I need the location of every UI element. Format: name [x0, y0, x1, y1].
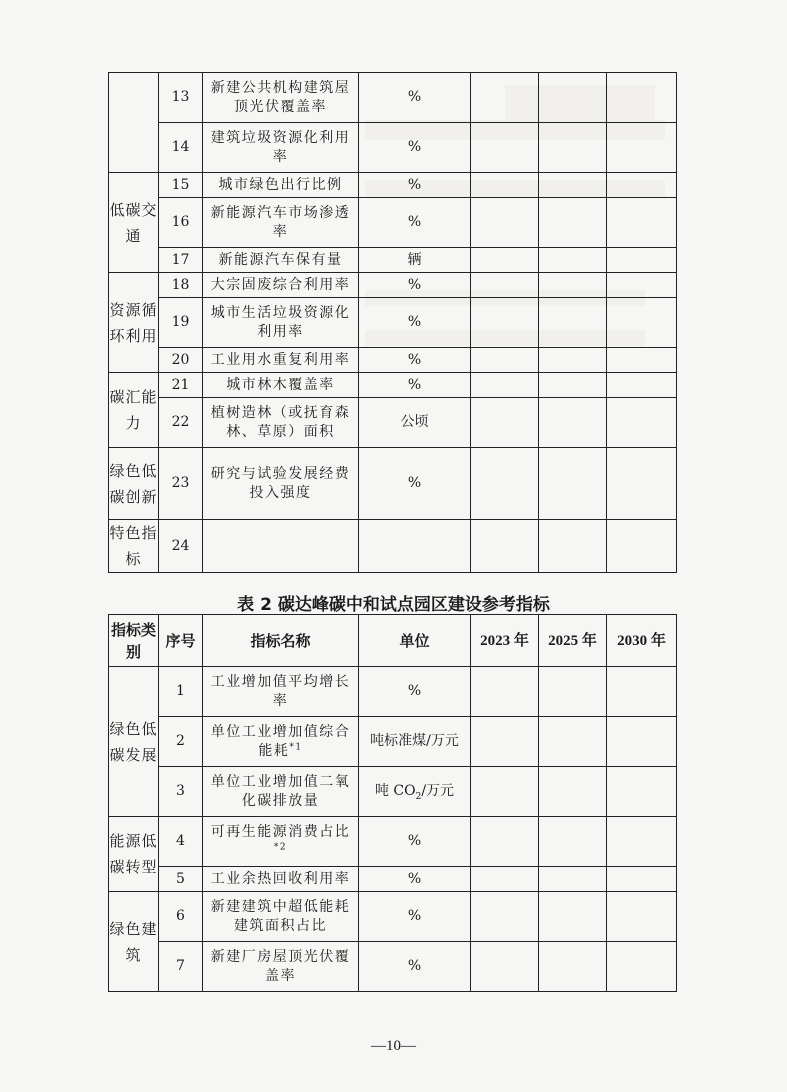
table-row [109, 123, 677, 173]
value-cell [539, 248, 607, 273]
indicator-name: 新建建筑中超低能耗建筑面积占比 [203, 892, 359, 942]
value-cell [607, 520, 677, 573]
indicator-name [203, 817, 359, 867]
row-number: 2 [159, 717, 203, 767]
unit-cell: 公顷 [359, 398, 471, 448]
value-cell [607, 198, 677, 248]
value-cell [471, 892, 539, 942]
value-cell [607, 448, 677, 520]
value-cell [607, 373, 677, 398]
value-cell [539, 123, 607, 173]
unit-cell: % [359, 448, 471, 520]
category-cell: 绿色低碳创新 [109, 448, 159, 520]
row-number: 7 [159, 942, 203, 992]
header-2023: 2023 年 [471, 615, 539, 667]
unit-cell: 吨标准煤/万元 [359, 717, 471, 767]
value-cell [607, 667, 677, 717]
value-cell [539, 767, 607, 817]
row-number: 6 [159, 892, 203, 942]
value-cell [539, 667, 607, 717]
header-unit: 单位 [359, 615, 471, 667]
value-cell [607, 298, 677, 348]
value-cell [471, 817, 539, 867]
indicator-name: 工业增加值平均增长率 [203, 667, 359, 717]
header-category: 指标类别 [109, 615, 159, 667]
unit-cell [359, 767, 471, 817]
indicator-name [203, 717, 359, 767]
unit-cell: % [359, 123, 471, 173]
row-number: 4 [159, 817, 203, 867]
value-cell [471, 448, 539, 520]
value-cell [607, 892, 677, 942]
value-cell [607, 398, 677, 448]
footnote-marker: *1 [289, 741, 303, 752]
table-row [109, 867, 677, 892]
table-row [109, 248, 677, 273]
unit-subscript: 2 [415, 791, 422, 802]
indicator-name: 新建厂房屋顶光伏覆盖率 [203, 942, 359, 992]
value-cell [539, 520, 607, 573]
value-cell [471, 520, 539, 573]
indicator-name: 单位工业增加值二氧化碳排放量 [203, 767, 359, 817]
table-row [109, 892, 677, 942]
table-row [109, 667, 677, 717]
unit-suffix: /万元 [421, 783, 455, 799]
value-cell [471, 173, 539, 198]
table-row [109, 73, 677, 123]
value-cell [471, 273, 539, 298]
row-number: 3 [159, 767, 203, 817]
value-cell [471, 123, 539, 173]
value-cell [471, 298, 539, 348]
value-cell [607, 123, 677, 173]
value-cell [471, 373, 539, 398]
value-cell [471, 717, 539, 767]
row-number: 18 [159, 273, 203, 298]
value-cell [539, 298, 607, 348]
table-row [109, 398, 677, 448]
indicator-name: 植树造林（或抚育森林、草原）面积 [203, 398, 359, 448]
unit-cell: % [359, 73, 471, 123]
unit-cell: % [359, 348, 471, 373]
unit-prefix: 吨 CO [374, 783, 416, 799]
header-2025: 2025 年 [539, 615, 607, 667]
indicator-name [203, 520, 359, 573]
unit-cell: % [359, 273, 471, 298]
value-cell [539, 398, 607, 448]
indicator-name: 大宗固废综合利用率 [203, 273, 359, 298]
header-number: 序号 [159, 615, 203, 667]
table-row [109, 520, 677, 573]
value-cell [607, 767, 677, 817]
indicator-name: 研究与试验发展经费投入强度 [203, 448, 359, 520]
category-cell [109, 73, 159, 173]
table-2-title: 表 2 碳达峰碳中和试点园区建设参考指标 [237, 595, 550, 615]
value-cell [539, 273, 607, 298]
row-number: 17 [159, 248, 203, 273]
table-row [109, 173, 677, 198]
table-row [109, 767, 677, 817]
unit-cell: % [359, 373, 471, 398]
value-cell [471, 198, 539, 248]
value-cell [607, 867, 677, 892]
indicator-table-1 [108, 72, 677, 573]
value-cell [607, 348, 677, 373]
indicator-name: 工业用水重复利用率 [203, 348, 359, 373]
indicator-table-2 [108, 614, 677, 992]
table-row [109, 298, 677, 348]
value-cell [539, 817, 607, 867]
indicator-name: 新建公共机构建筑屋顶光伏覆盖率 [203, 73, 359, 123]
row-number: 24 [159, 520, 203, 573]
row-number: 16 [159, 198, 203, 248]
indicator-name: 城市生活垃圾资源化利用率 [203, 298, 359, 348]
unit-cell: % [359, 173, 471, 198]
category-cell: 绿色建筑 [109, 892, 159, 992]
row-number: 19 [159, 298, 203, 348]
row-number: 1 [159, 667, 203, 717]
row-number: 21 [159, 373, 203, 398]
row-number: 23 [159, 448, 203, 520]
value-cell [471, 398, 539, 448]
unit-cell: % [359, 298, 471, 348]
row-number: 13 [159, 73, 203, 123]
unit-cell: % [359, 892, 471, 942]
table-row [109, 348, 677, 373]
value-cell [471, 73, 539, 123]
value-cell [471, 248, 539, 273]
value-cell [607, 73, 677, 123]
value-cell [539, 198, 607, 248]
unit-cell: % [359, 198, 471, 248]
value-cell [539, 892, 607, 942]
table-header-row [109, 615, 677, 667]
value-cell [539, 173, 607, 198]
page-number: —10— [371, 1038, 416, 1054]
indicator-name: 工业余热回收利用率 [203, 867, 359, 892]
unit-cell: % [359, 867, 471, 892]
indicator-name: 城市林木覆盖率 [203, 373, 359, 398]
table-row [109, 373, 677, 398]
table-row [109, 273, 677, 298]
header-2030: 2030 年 [607, 615, 677, 667]
indicator-name-text: 可再生能源消费占比 [210, 823, 351, 840]
value-cell [471, 942, 539, 992]
row-number: 22 [159, 398, 203, 448]
unit-cell: % [359, 667, 471, 717]
indicator-name: 城市绿色出行比例 [203, 173, 359, 198]
value-cell [539, 448, 607, 520]
category-cell: 特色指标 [109, 520, 159, 573]
unit-cell [359, 520, 471, 573]
value-cell [607, 717, 677, 767]
value-cell [607, 273, 677, 298]
indicator-name: 建筑垃圾资源化利用率 [203, 123, 359, 173]
category-cell: 能源低碳转型 [109, 817, 159, 892]
unit-cell: 辆 [359, 248, 471, 273]
value-cell [471, 348, 539, 373]
category-cell: 绿色低碳发展 [109, 667, 159, 817]
row-number: 15 [159, 173, 203, 198]
value-cell [471, 767, 539, 817]
indicator-name: 新能源汽车保有量 [203, 248, 359, 273]
category-cell: 资源循环利用 [109, 273, 159, 373]
value-cell [607, 173, 677, 198]
indicator-name: 新能源汽车市场渗透率 [203, 198, 359, 248]
value-cell [471, 667, 539, 717]
table-row [109, 198, 677, 248]
table-row [109, 942, 677, 992]
category-cell: 低碳交通 [109, 173, 159, 273]
value-cell [607, 942, 677, 992]
row-number: 14 [159, 123, 203, 173]
value-cell [539, 348, 607, 373]
value-cell [539, 867, 607, 892]
header-name: 指标名称 [203, 615, 359, 667]
value-cell [539, 942, 607, 992]
value-cell [471, 867, 539, 892]
table-row [109, 717, 677, 767]
indicator-name-text: 单位工业增加值综合能耗 [210, 723, 351, 759]
value-cell [539, 373, 607, 398]
value-cell [539, 73, 607, 123]
row-number: 20 [159, 348, 203, 373]
value-cell [539, 717, 607, 767]
table-row [109, 448, 677, 520]
row-number: 5 [159, 867, 203, 892]
value-cell [607, 248, 677, 273]
category-cell: 碳汇能力 [109, 373, 159, 448]
table-row [109, 817, 677, 867]
unit-cell: % [359, 817, 471, 867]
footnote-marker: *2 [273, 841, 288, 852]
unit-cell: % [359, 942, 471, 992]
value-cell [607, 817, 677, 867]
